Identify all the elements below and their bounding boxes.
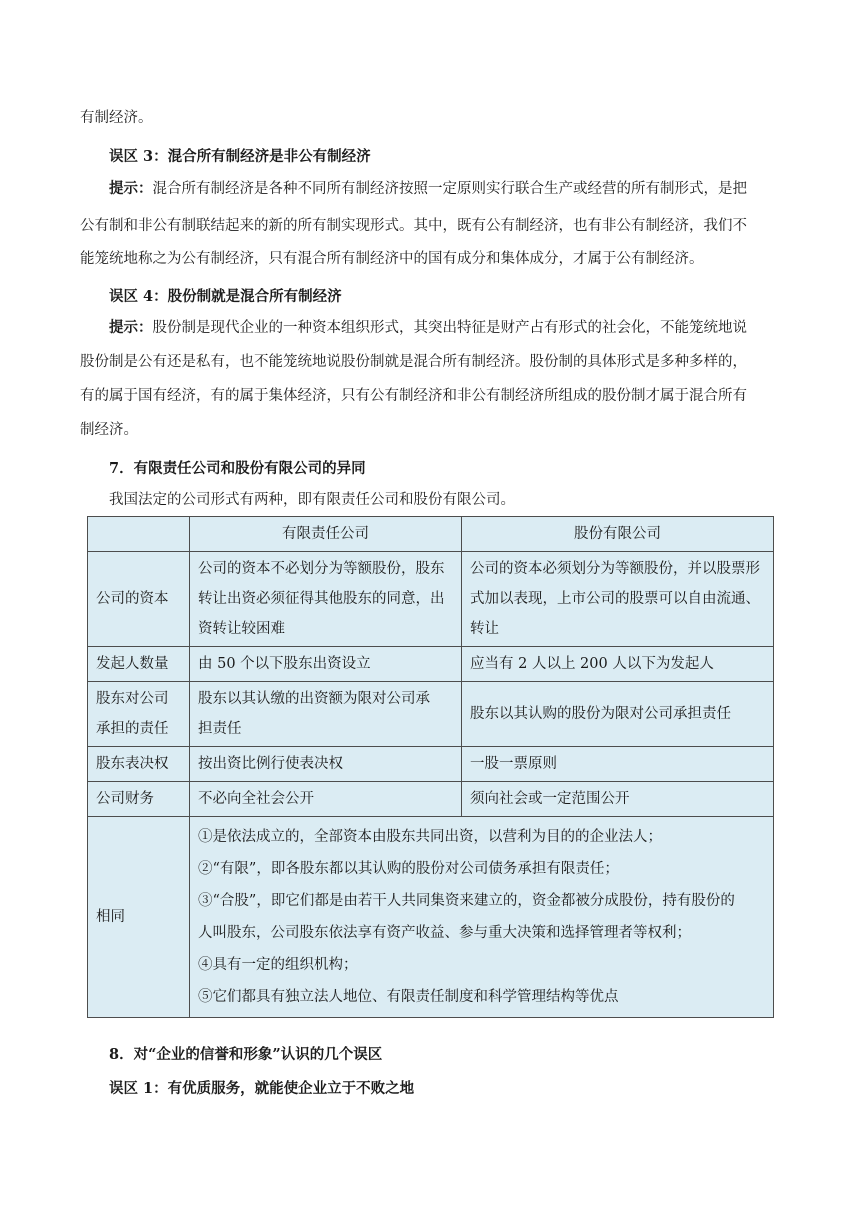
table-row-similarities [88, 817, 774, 1018]
hint-label: 提示： [109, 319, 153, 336]
row-label: 公司的资本 [88, 552, 190, 647]
cell-line: 股东以其认缴的出资额为限对公司承 [198, 691, 430, 707]
cell-line: ④具有一定的组织机构； [198, 957, 358, 973]
misconception-3-heading: 误区 3：混合所有制经济是非公有制经济 [109, 148, 371, 165]
table-cell: 应当有 2 人以上 200 人以下为发起人 [462, 647, 774, 682]
hint-text-line: 能笼统地称之为公有制经济，只有混合所有制经济中的国有成分和集体成分，才属于公有制经济。 [80, 251, 704, 267]
table-header-cell: 有限责任公司 [190, 517, 462, 552]
table-row [88, 682, 774, 747]
table-cell: 按出资比例行使表决权 [190, 747, 462, 782]
cell-line: 资转让较困难 [198, 621, 285, 637]
table-cell: 股东以其认购的股份为限对公司承担责任 [462, 682, 774, 747]
hint-text-line: 股份制是现代企业的一种资本组织形式，其突出特征是财产占有形式的社会化，不能笼统地说 [152, 320, 747, 336]
cell-line: 公司的资本必须划分为等额股份，并以股票形 [470, 561, 760, 577]
table-row [88, 782, 774, 817]
cell-line: 式加以表现，上市公司的股票可以自由流通、 [470, 591, 760, 607]
table-cell: 须向社会或一定范围公开 [462, 782, 774, 817]
cell-line: ⑤它们都具有独立法人地位、有限责任制度和科学管理结构等优点 [198, 989, 619, 1005]
section-8-misconception-1: 误区 1：有优质服务，就能使企业立于不败之地 [109, 1080, 415, 1097]
company-comparison-table [87, 516, 774, 1018]
row-label: 公司财务 [88, 782, 190, 817]
section-8-heading: 8．对“企业的信誉和形象”认识的几个误区 [109, 1046, 383, 1063]
hint-text-line: 股份制是公有还是私有，也不能笼统地说股份制就是混合所有制经济。股份制的具体形式是多种多样的， [80, 354, 747, 370]
paragraph-continuation: 有制经济。 [80, 110, 153, 126]
table-header-cell [88, 517, 190, 552]
hint-text-line: 混合所有制经济是各种不同所有制经济按照一定原则实行联合生产或经营的所有制形式，是把 [152, 181, 747, 197]
cell-line: ①是依法成立的，全部资本由股东共同出资，以营利为目的的企业法人； [198, 829, 662, 845]
cell-line: 转让出资必须征得其他股东的同意，出 [198, 591, 445, 607]
cell-line: ②“有限”，即各股东都以其认购的股份对公司债务承担有限责任； [198, 861, 619, 877]
section-7-intro: 我国法定的公司形式有两种，即有限责任公司和股份有限公司。 [109, 492, 515, 508]
row-label: 股东表决权 [88, 747, 190, 782]
row-label: 发起人数量 [88, 647, 190, 682]
cell-line: 转让 [470, 621, 499, 637]
cell-line: 公司的资本不必划分为等额股份，股东 [198, 561, 445, 577]
cell-line: 承担的责任 [96, 721, 169, 737]
cell-line: ③“合股”，即它们都是由若干人共同集资来建立的，资金都被分成股份，持有股份的 [198, 893, 735, 909]
cell-line: 担责任 [198, 721, 242, 737]
row-label [88, 682, 190, 747]
hint-text-line: 有的属于国有经济，有的属于集体经济，只有公有制经济和非公有制经济所组成的股份制才属于混合所有 [80, 388, 747, 404]
table-cell: 一股一票原则 [462, 747, 774, 782]
table-header-cell: 股份有限公司 [462, 517, 774, 552]
table-cell [190, 552, 462, 647]
row-label: 相同 [88, 817, 190, 1018]
table-header-row [88, 517, 774, 552]
table-row [88, 747, 774, 782]
hint-label: 提示： [109, 180, 153, 197]
hint-text-line: 公有制和非公有制联结起来的新的所有制实现形式。其中，既有公有制经济，也有非公有制经济，我们不 [80, 218, 747, 234]
table-cell [190, 682, 462, 747]
similarities-cell [190, 817, 774, 1018]
cell-line: 人叫股东，公司股东依法享有资产收益、参与重大决策和选择管理者等权利； [198, 925, 691, 941]
misconception-4-heading: 误区 4：股份制就是混合所有制经济 [109, 288, 342, 305]
table-cell [462, 552, 774, 647]
section-7-heading: 7．有限责任公司和股份有限公司的异同 [109, 460, 366, 477]
table-row [88, 647, 774, 682]
table-cell: 不必向全社会公开 [190, 782, 462, 817]
table-row [88, 552, 774, 647]
cell-line: 股东对公司 [96, 691, 169, 707]
table-cell: 由 50 个以下股东出资设立 [190, 647, 462, 682]
hint-text-line: 制经济。 [80, 422, 138, 438]
